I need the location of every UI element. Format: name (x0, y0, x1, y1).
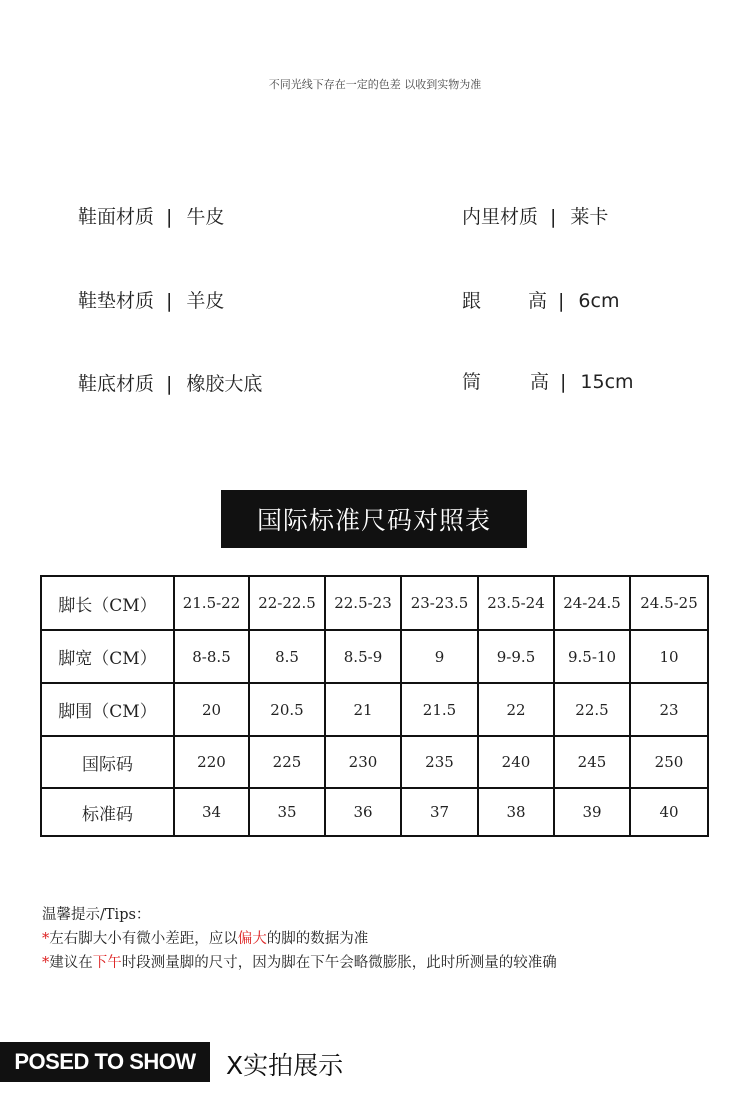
table-row (41, 576, 708, 630)
spec-lining (462, 202, 608, 229)
table-cell: 34 (174, 788, 249, 836)
spec-shaft (462, 367, 634, 394)
spec-heel-value: 6cm (578, 290, 620, 312)
table-cell: 39 (554, 788, 630, 836)
table-cell: 35 (249, 788, 325, 836)
table-cell: 230 (325, 736, 401, 788)
table-cell: 20.5 (249, 683, 325, 736)
row-header: 标准码 (41, 788, 174, 836)
table-cell: 23-23.5 (401, 576, 478, 630)
spec-heel-label (462, 286, 546, 313)
table-row (41, 630, 708, 683)
table-cell: 24-24.5 (554, 576, 630, 630)
real-photo-heading: X实拍展示 (226, 1051, 344, 1080)
size-chart-title: 国际标准尺码对照表 (221, 490, 527, 548)
star-icon: * (42, 955, 50, 971)
table-cell: 22 (478, 683, 554, 736)
star-icon: * (42, 931, 50, 947)
tips (42, 903, 557, 975)
spec-heel (462, 286, 619, 313)
separator: | (550, 206, 557, 228)
table-cell: 8.5 (249, 630, 325, 683)
tip-line-1-highlight: 偏大 (237, 931, 267, 947)
spec-sole-value: 橡胶大底 (186, 373, 263, 395)
table-cell: 10 (630, 630, 708, 683)
tips-title: 温馨提示/Tips： (42, 907, 151, 923)
spec-insole-label: 鞋垫材质 (78, 290, 155, 312)
table-cell: 9.5-10 (554, 630, 630, 683)
table-cell: 220 (174, 736, 249, 788)
spec-sole (78, 369, 262, 396)
table-cell: 23 (630, 683, 708, 736)
table-cell: 22.5-23 (325, 576, 401, 630)
tip-line-1-text-a: 左右脚大小有微小差距，应以 (49, 931, 238, 947)
table-cell: 235 (401, 736, 478, 788)
spec-shaft-label-a: 筒 (462, 371, 482, 393)
table-cell: 37 (401, 788, 478, 836)
tip-line-1 (42, 927, 557, 951)
separator: | (166, 206, 173, 228)
row-header: 脚宽（CM） (41, 630, 174, 683)
tip-line-2-text-b: 时段测量脚的尺寸，因为脚在下午会略微膨胀，此时所测量的较准确 (121, 955, 557, 971)
spec-upper-label: 鞋面材质 (78, 206, 155, 228)
table-cell: 38 (478, 788, 554, 836)
posed-to-show-label: POSED TO SHOW (0, 1042, 210, 1082)
row-header: 国际码 (41, 736, 174, 788)
size-table (40, 575, 709, 837)
color-disclaimer: 不同光线下存在一定的色差 以收到实物为准 (268, 78, 482, 91)
spec-upper (78, 202, 224, 229)
separator: | (166, 373, 173, 395)
tip-line-2-text-a: 建议在 (49, 955, 93, 971)
table-row (41, 788, 708, 836)
table-cell: 250 (630, 736, 708, 788)
table-cell: 225 (249, 736, 325, 788)
spec-insole-value: 羊皮 (186, 290, 225, 312)
table-row (41, 736, 708, 788)
spec-shaft-label-b: 高 (530, 371, 550, 393)
spec-lining-label: 内里材质 (462, 206, 539, 228)
separator: | (560, 371, 567, 393)
table-row (41, 683, 708, 736)
table-cell: 21.5-22 (174, 576, 249, 630)
spec-upper-value: 牛皮 (186, 206, 225, 228)
spec-insole (78, 286, 224, 313)
table-cell: 24.5-25 (630, 576, 708, 630)
table-cell: 22.5 (554, 683, 630, 736)
table-cell: 36 (325, 788, 401, 836)
table-cell: 9 (401, 630, 478, 683)
table-cell: 22-22.5 (249, 576, 325, 630)
tip-line-2 (42, 951, 557, 975)
table-cell: 21 (325, 683, 401, 736)
spec-lining-value: 莱卡 (570, 206, 609, 228)
spec-shaft-label (462, 367, 548, 394)
tip-line-1-text-b: 的脚的数据为准 (266, 931, 369, 947)
spec-heel-label-a: 跟 (462, 290, 482, 312)
table-cell: 9-9.5 (478, 630, 554, 683)
row-header: 脚长（CM） (41, 576, 174, 630)
table-cell: 245 (554, 736, 630, 788)
spec-sole-label: 鞋底材质 (78, 373, 155, 395)
spec-shaft-value: 15cm (580, 371, 634, 393)
table-cell: 40 (630, 788, 708, 836)
table-cell: 20 (174, 683, 249, 736)
table-cell: 21.5 (401, 683, 478, 736)
separator: | (558, 290, 565, 312)
table-cell: 8.5-9 (325, 630, 401, 683)
table-cell: 8-8.5 (174, 630, 249, 683)
table-cell: 240 (478, 736, 554, 788)
tip-line-2-highlight: 下午 (92, 955, 122, 971)
separator: | (166, 290, 173, 312)
table-cell: 23.5-24 (478, 576, 554, 630)
spec-heel-label-b: 高 (528, 290, 548, 312)
row-header: 脚围（CM） (41, 683, 174, 736)
